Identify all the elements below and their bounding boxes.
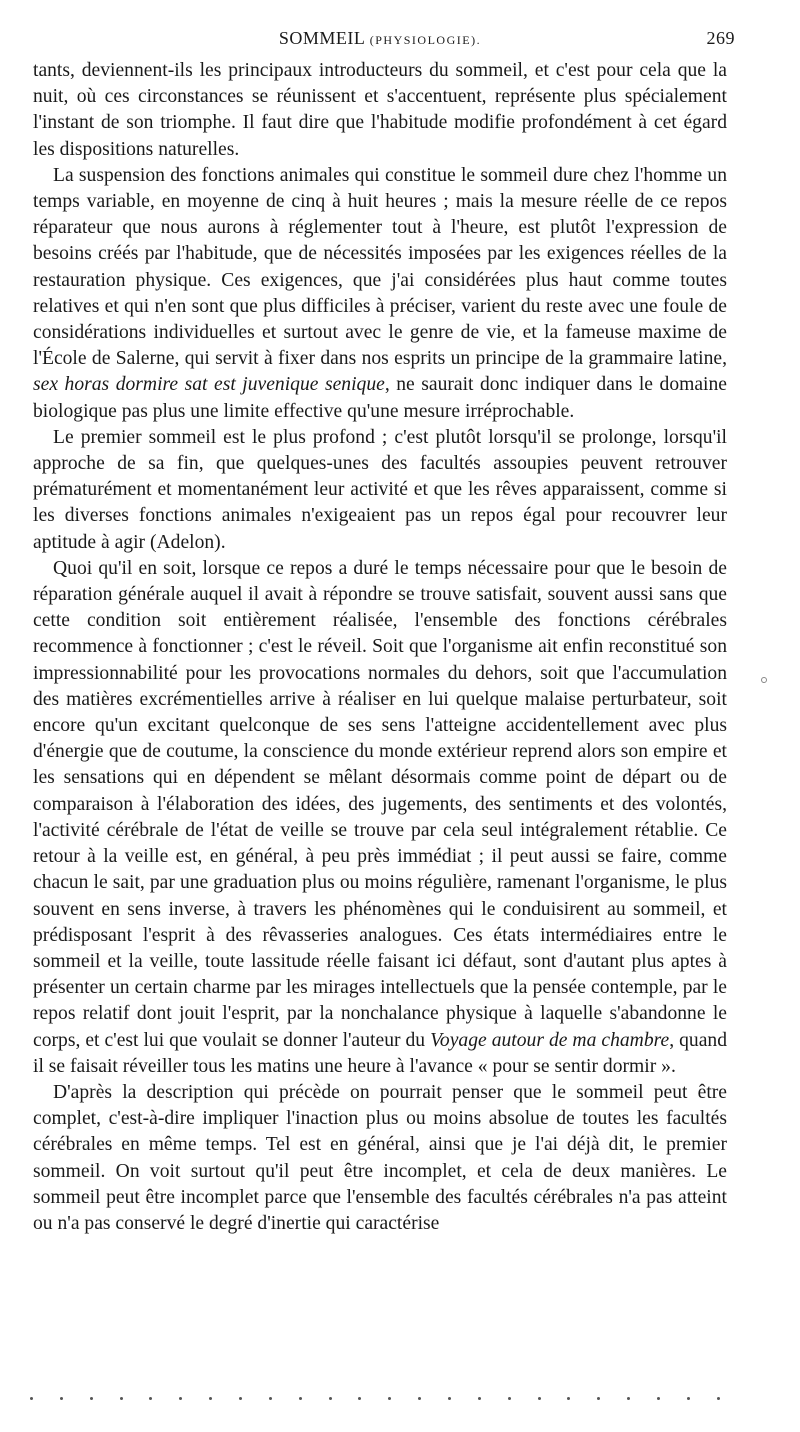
- dot: [358, 1397, 361, 1400]
- dot: [90, 1397, 93, 1400]
- text-run: D'après la description qui précède on pourrait penser que le sommeil peut être complet, c'est-à-dire impliquer l'inaction plus ou moins absolue de toutes les facultés cérébrales en même temps. Tel est en général, ainsi que je l'ai déjà dit, le premier sommeil. On voit surtout qu'il peut être incomplet, et cela de deux manières. Le sommeil peut être incomplet parce que l'ensemble des facultés cérébrales n'a pas atteint ou n'a pas conservé le degré d'inertie qui caractérise: [33, 1081, 727, 1234]
- dot: [567, 1397, 570, 1400]
- dot: [597, 1397, 600, 1400]
- dot: [209, 1397, 212, 1400]
- dot: [269, 1397, 272, 1400]
- paragraph: [33, 425, 727, 556]
- dot: [60, 1397, 63, 1400]
- dot: [448, 1397, 451, 1400]
- text-run: La suspension des fonctions animales qui constitue le sommeil dure chez l'homme un temps variable, en moyenne de cinq à huit heures ; mais la mesure réelle de ce repos réparateur que nous aurons à réglementer tout à l'heure, est plutôt l'expression de besoins créés par l'habitude, que de nécessités imposées par les exigences réelles de la restauration physique. Ces exigences, que j'ai considérées plus haut comme toutes relatives et qui n'en sont que plus difficiles à préciser, varient du reste avec une foule de considérations individuelles et surtout avec le genre de vie, et la fameuse maxime de l'École de Salerne, qui servit à fixer dans nos esprits un principe de la grammaire latine,: [33, 164, 727, 370]
- dot: [179, 1397, 182, 1400]
- margin-mark: [761, 677, 767, 683]
- dot: [538, 1397, 541, 1400]
- italic-phrase: sex horas dormire sat est juvenique senique: [33, 374, 385, 396]
- text-run: tants, deviennent-ils les principaux introducteurs du sommeil, et c'est pour cela que la nuit, où ces circonstances se réunissent et s'accentuent, représente plus spécialement l'instant de son triomphe. Il faut dire que l'habitude modifie profondément à cet égard les dispositions naturelles.: [33, 60, 727, 160]
- paragraph: [33, 1080, 727, 1237]
- dot: [388, 1397, 391, 1400]
- dot: [149, 1397, 152, 1400]
- text-run: , ne saurait donc indiquer dans le domaine biologique pas plus une limite effective qu'une mesure irréprochable.: [33, 374, 727, 422]
- text-run: , quand il se faisait réveiller tous les matins une heure à l'avance « pour se sentir dormir ».: [33, 1029, 727, 1077]
- dot: [627, 1397, 630, 1400]
- dot: [120, 1397, 123, 1400]
- dot: [299, 1397, 302, 1400]
- dot: [508, 1397, 511, 1400]
- dot: [717, 1397, 720, 1400]
- dot: [687, 1397, 690, 1400]
- running-title-main: SOMMEIL: [278, 28, 365, 48]
- dot: [418, 1397, 421, 1400]
- dot: [239, 1397, 242, 1400]
- text-run: Quoi qu'il en soit, lorsque ce repos a duré le temps nécessaire pour que le besoin de réparation générale auquel il avait à répondre se trouve satisfait, souvent aussi sans que cette condition soit entièrement réalisée, l'ensemble des fonctions cérébrales recommence à fonctionner ; c'est le réveil. Soit que l'organisme ait enfin reconstitué son impressionnabilité pour les provocations normales du dehors, soit que l'accumulation des matières excrémentielles arrive à réaliser en lui quelque malaise perturbateur, soit encore qu'un excitant quelconque de ses sens l'atteigne accidentellement avec plus d'énergie que de coutume, la conscience du monde extérieur reprend alors son empire et les sensations qui en dépendent se mêlant désormais comme point de départ ou de comparaison à l'élaboration des idées, des jugements, des sentiments et des volontés, l'activité cérébrale de l'état de veille se trouve par cela seul intégralement rétablie. Ce retour à la veille est, en général, à peu près immédiat ; il peut aussi se faire, comme chacun le sait, par une graduation plus ou moins régulière, ramenant l'organisme, le plus souvent en sens inverse, à travers les phénomènes qui le conduisirent au sommeil, et prédisposant l'esprit à des rêvasseries analogues. Ces états intermédiaires entre le sommeil et la veille, toute lassitude réelle faisant ici défaut, sont d'autant plus aptes à présenter un certain charme par les mirages intellectuels que la pensée contemple, par le repos relatif dont jouit l'esprit, par la nonchalance physique à laquelle s'abandonne le corps, et c'est lui que voulait se donner l'auteur du: [33, 557, 727, 1051]
- page: [33, 28, 735, 1237]
- italic-phrase: Voyage autour de ma chambre: [430, 1029, 670, 1051]
- running-title: [33, 28, 727, 49]
- paragraph: [33, 58, 727, 163]
- dot: [329, 1397, 332, 1400]
- dot: [657, 1397, 660, 1400]
- page-number: 269: [706, 28, 735, 48]
- dot: [478, 1397, 481, 1400]
- dot: [30, 1397, 33, 1400]
- running-head: [33, 28, 735, 52]
- paragraph: [33, 556, 727, 1080]
- body-text: [33, 58, 727, 1237]
- text-run: Le premier sommeil est le plus profond ; c'est plutôt lorsqu'il se prolonge, lorsqu'il approche de sa fin, que quelques-unes des facultés assoupies peuvent retrouver prématurément et momentanément leur activité et que les rêves apparaissent, comme si les diverses fonctions animales n'exigeaient pas un repos égal pour recouvrer leur aptitude à agir (Adelon).: [33, 426, 727, 553]
- bottom-dotted-rule: [30, 1397, 720, 1401]
- running-title-sub: (PHYSIOLOGIE).: [369, 33, 482, 47]
- paragraph: [33, 163, 727, 425]
